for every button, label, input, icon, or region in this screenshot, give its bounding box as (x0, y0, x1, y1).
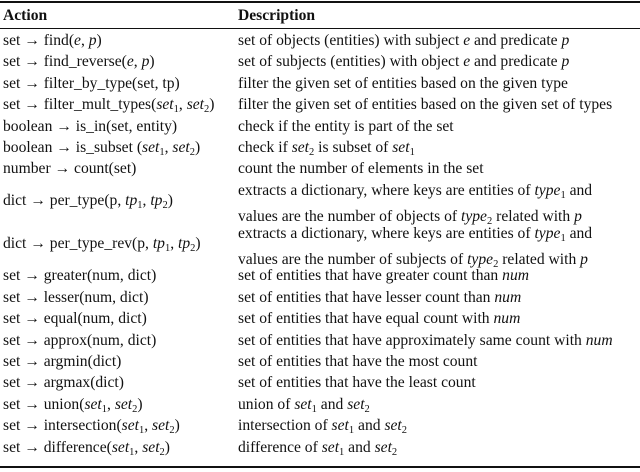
description-cell (238, 437, 397, 463)
text-segment: and (344, 438, 375, 456)
action-cell (3, 308, 147, 329)
text-segment: set → difference( (3, 438, 112, 456)
table-row (0, 394, 640, 415)
subscript: 2 (364, 403, 370, 415)
text-segment: set → argmax(dict) (3, 374, 124, 392)
text-segment: , (142, 192, 151, 210)
table-row (0, 265, 640, 286)
math-symbol: set (142, 438, 160, 456)
table-row (0, 158, 640, 179)
text-segment: ) (167, 192, 173, 210)
math-symbol: set (321, 438, 340, 456)
math-symbol: type (534, 224, 561, 242)
text-segment: , (80, 32, 89, 49)
text-segment: and predicate (470, 32, 562, 49)
table-row (0, 351, 640, 372)
text-segment: is subset of (314, 139, 393, 156)
text-segment: difference of (238, 438, 322, 456)
math-symbol: p (141, 53, 150, 71)
math-symbol: set (331, 417, 349, 435)
table-row (0, 116, 640, 137)
math-symbol: set (152, 417, 170, 435)
text-segment: filter the given set of entities based on the given type (238, 74, 568, 92)
text-segment: , (107, 395, 115, 413)
text-segment: set → equal(num, dict) (3, 310, 147, 328)
math-symbol: set (294, 395, 312, 413)
description-line (238, 51, 569, 72)
action-text (3, 287, 149, 308)
description-cell (238, 330, 613, 351)
text-segment: , (178, 96, 187, 114)
header-rule (0, 28, 640, 29)
subscript: 1 (138, 425, 145, 437)
text-segment: number → count(set) (3, 160, 137, 178)
subscript: 2 (391, 446, 398, 458)
table-row (0, 137, 640, 158)
text-segment: set of entities that have approximately same count with (238, 331, 586, 349)
math-symbol: type (467, 251, 494, 268)
text-segment: boolean → is_subset ( (3, 139, 143, 156)
description-cell (238, 158, 484, 179)
table-row (0, 287, 640, 308)
action-cell (3, 330, 156, 351)
math-symbol: set (142, 139, 160, 156)
table-row (0, 415, 640, 436)
description-line (238, 30, 569, 51)
description-line (238, 308, 520, 329)
description-cell (238, 30, 569, 51)
text-segment: ) (209, 96, 215, 114)
description-cell (238, 94, 612, 115)
description-cell (238, 265, 529, 286)
text-segment: and (565, 224, 593, 242)
subscript: 1 (137, 200, 143, 212)
text-segment: set → lesser(num, dict) (3, 288, 149, 306)
description-line (238, 223, 592, 249)
description-line (238, 437, 397, 463)
description-line (238, 287, 521, 308)
subscript: 2 (486, 216, 493, 228)
math-symbol: p (88, 32, 97, 49)
description-line (238, 351, 477, 372)
text-segment: boolean → is_in(set, entity) (3, 117, 178, 135)
action-cell (3, 158, 136, 179)
action-text (3, 190, 173, 216)
text-segment: set → filter_mult_types( (3, 96, 157, 114)
text-segment: check if (238, 139, 292, 156)
subscript: 2 (162, 200, 168, 212)
action-text (3, 73, 180, 94)
math-symbol: tp (150, 192, 163, 210)
description-line (238, 73, 568, 94)
text-segment: dict → per_type_rev(p, (3, 235, 153, 253)
subscript: 2 (309, 147, 315, 158)
text-segment: set of objects (entities) with subject (238, 32, 464, 49)
math-symbol: e (126, 53, 134, 71)
text-segment: set of subjects (entities) with object (238, 53, 464, 71)
text-segment: set of entities that have greater count than (238, 267, 503, 285)
math-symbol: e (74, 32, 81, 49)
math-symbol: set (84, 395, 102, 413)
text-segment: set → find_reverse( (3, 53, 127, 71)
text-segment: and (316, 395, 348, 413)
math-symbol: num (585, 331, 613, 349)
math-symbol: e (463, 53, 471, 71)
action-cell (3, 287, 149, 308)
action-text (3, 330, 156, 351)
math-symbol: set (156, 96, 174, 114)
top-rule (0, 1, 640, 3)
text-segment: set → find( (3, 32, 75, 49)
subscript: 2 (159, 446, 165, 458)
description-line (238, 116, 454, 137)
math-symbol: p (561, 53, 570, 71)
header-action: Action (3, 7, 48, 24)
action-cell (3, 116, 177, 137)
subscript: 1 (129, 446, 135, 458)
action-text (3, 30, 102, 51)
subscript: 2 (493, 259, 499, 270)
math-symbol: set (111, 438, 130, 456)
text-segment: extracts a dictionary, where keys are entities of (238, 224, 535, 242)
table-row (0, 223, 640, 270)
action-text (3, 51, 155, 72)
math-symbol: p (580, 251, 588, 268)
action-cell (3, 372, 124, 393)
action-cell (3, 265, 156, 286)
subscript: 2 (204, 104, 210, 116)
subscript: 1 (348, 425, 355, 437)
table-row (0, 330, 640, 351)
math-symbol: num (502, 267, 529, 285)
subscript: 1 (560, 189, 566, 201)
description-cell (238, 372, 476, 393)
subscript: 1 (409, 147, 415, 158)
text-segment: set of entities that have the least count (238, 374, 476, 392)
text-segment: set → union( (3, 395, 85, 413)
text-segment: and (354, 417, 385, 435)
text-segment: set → intersection( (3, 417, 122, 435)
text-segment: set → filter_by_type(set, tp) (3, 74, 180, 92)
action-text (3, 265, 156, 286)
bottom-rule (0, 466, 640, 468)
text-segment: set → approx(num, dict) (3, 331, 157, 349)
header-description: Description (238, 7, 316, 24)
description-line (238, 265, 529, 286)
subscript: 1 (339, 446, 345, 458)
text-segment: ) (149, 53, 155, 71)
subscript: 1 (164, 243, 171, 255)
text-segment: ) (194, 139, 201, 156)
table-row (0, 94, 640, 115)
text-segment: set of entities that have lesser count than (238, 288, 495, 306)
math-symbol: set (172, 139, 190, 156)
math-symbol: p (574, 208, 582, 226)
action-text (3, 308, 147, 329)
text-segment: , (133, 53, 142, 71)
description-line (238, 330, 613, 351)
description-line (238, 158, 484, 179)
table-row (0, 51, 640, 72)
action-cell (3, 30, 102, 51)
table-row (0, 437, 640, 458)
text-segment: set → greater(num, dict) (3, 267, 157, 285)
table-row (0, 180, 640, 228)
text-segment: ) (96, 32, 102, 49)
math-symbol: tp (178, 235, 191, 253)
action-text (3, 158, 136, 179)
subscript: 2 (401, 425, 408, 437)
action-text (3, 372, 124, 393)
math-symbol: set (374, 438, 392, 456)
math-symbol: set (186, 96, 205, 114)
math-symbol: tp (125, 192, 138, 210)
text-segment: , (144, 417, 153, 435)
text-segment: intersection of (238, 417, 332, 435)
subscript: 2 (132, 403, 138, 415)
text-segment: set of entities that have the most count (238, 353, 478, 370)
text-segment: values are the number of subjects of (238, 251, 468, 268)
text-segment: set → argmin(dict) (3, 353, 122, 370)
description-cell (238, 51, 569, 72)
text-segment: and predicate (470, 53, 562, 71)
text-segment: union of (238, 395, 295, 413)
description-cell (238, 287, 521, 308)
description-cell (238, 308, 520, 329)
description-cell (238, 73, 568, 94)
math-symbol: num (493, 310, 521, 328)
action-text (3, 116, 177, 137)
text-segment: , (134, 438, 143, 456)
math-symbol: set (121, 417, 139, 435)
description-line (238, 372, 476, 393)
subscript: 2 (190, 243, 196, 255)
subscript: 1 (173, 104, 179, 116)
subscript: 1 (311, 403, 317, 415)
table-row (0, 308, 640, 329)
description-line (238, 94, 612, 115)
table-row (0, 372, 640, 393)
action-cell (3, 233, 201, 259)
text-segment: count the number of elements in the set (238, 160, 484, 178)
action-cell (3, 73, 180, 94)
subscript: 2 (189, 147, 195, 158)
action-cell (3, 437, 170, 463)
subscript: 2 (169, 425, 175, 437)
table-row (0, 73, 640, 94)
text-segment: filter the given set of entities based on the given set of types (238, 96, 613, 114)
text-segment: ) (164, 438, 170, 456)
text-segment: ) (137, 395, 143, 413)
math-symbol: tp (152, 235, 165, 253)
table-row (0, 30, 640, 51)
text-segment: dict → per_type(p, (3, 192, 126, 210)
math-symbol: type (534, 181, 561, 199)
math-symbol: set (392, 139, 410, 156)
math-symbol: set (291, 139, 310, 156)
action-text (3, 437, 170, 463)
description-cell (238, 116, 454, 137)
action-cell (3, 51, 155, 72)
subscript: 1 (159, 147, 165, 158)
description-cell (238, 351, 477, 372)
action-text (3, 351, 121, 372)
text-segment: and (565, 181, 593, 199)
text-segment: ) (195, 235, 201, 253)
text-segment: values are the number of objects of (238, 208, 461, 226)
description-line (238, 180, 592, 206)
text-segment: extracts a dictionary, where keys are entities of (238, 181, 535, 199)
text-segment: related with (492, 208, 575, 226)
text-segment: ) (174, 417, 180, 435)
math-symbol: p (561, 32, 570, 49)
text-segment: , (164, 139, 173, 156)
action-cell (3, 190, 173, 216)
action-cell (3, 351, 121, 372)
math-symbol: e (463, 32, 471, 49)
math-symbol: num (494, 288, 522, 306)
math-symbol: set (114, 395, 133, 413)
subscript: 1 (560, 232, 566, 244)
text-segment: related with (498, 251, 581, 268)
math-symbol: type (461, 208, 487, 226)
action-text (3, 233, 201, 259)
text-segment: check if the entity is part of the set (238, 117, 454, 135)
subscript: 1 (101, 403, 108, 415)
text-segment: , (170, 235, 179, 253)
text-segment: set of entities that have equal count with (238, 310, 494, 328)
math-symbol: set (347, 395, 365, 413)
math-symbol: set (384, 417, 402, 435)
